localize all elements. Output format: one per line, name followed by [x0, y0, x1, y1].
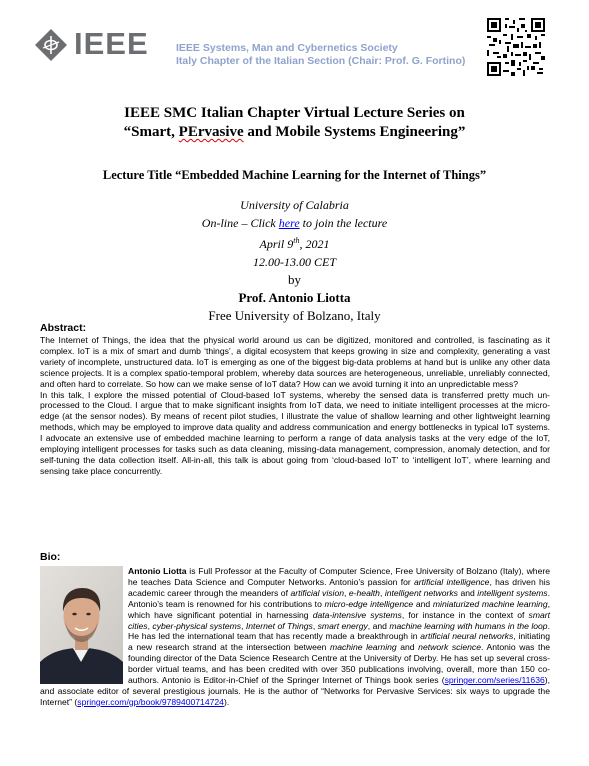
bio-seg: is Full Professor at the Faculty of Computer Science, Free University of Bolzano (Italy), where he teaches Data Science and Computer Networks. Antonio’s passion for — [128, 566, 550, 587]
host-university: University of Calabria — [240, 198, 349, 212]
series-title-line-2 — [0, 123, 589, 142]
series-title-pervasive: PErvasive — [178, 124, 244, 140]
bio-ital: artificial neural networks — [420, 631, 514, 642]
by-label: by — [288, 272, 301, 287]
abstract-heading: Abstract: — [40, 322, 87, 334]
online-post: to join the lecture — [299, 216, 388, 230]
bio-seg: , and — [367, 620, 390, 631]
date-sup: th — [293, 236, 300, 245]
bio-ital: cyber-physical systems — [152, 620, 242, 631]
bio-seg: ), and associate editor of several prestigious journals. He is the author of “Networks for Pervasive Services: six ways to upgrade the Internet” ( — [40, 675, 550, 707]
bio-seg: . He has led the international team that has recently made a breakthrough in — [128, 620, 550, 642]
bio-seg: . Antonio’s team is renowned for his contributions to — [128, 587, 550, 609]
bio-seg: , which have significant potential in harnessing — [128, 598, 550, 620]
bio-seg: and — [396, 642, 419, 653]
date-pre: April 9 — [259, 237, 294, 251]
bio-ital: micro-edge intelligence — [324, 598, 414, 609]
bio-text — [40, 566, 550, 708]
bio-ital: intelligent systems — [477, 587, 548, 598]
bio-ital: machine learning with humans in the loop — [389, 620, 548, 631]
date-post: , 2021 — [299, 237, 330, 251]
bio-seg: , for instance in the context of — [401, 609, 529, 620]
bio-heading: Bio: — [40, 551, 61, 563]
bio-ital: smart cities — [128, 609, 550, 631]
logo-text: IEEE — [74, 26, 149, 61]
bio-ital: artificial vision — [290, 587, 345, 598]
bio-seg: , has driven his academic career through the meanders of — [128, 576, 551, 598]
series-title-line-2-post: and Mobile Systems Engineering” — [243, 124, 466, 140]
abstract-paragraph-1: The Internet of Things, the idea that the physical world around us can be digitized, monitored and controlled, is fascinating as it complex. IoT is a mix of smart and dumb ‘things’, a digital ecosystem that keeps growing in size and complexity, generating a vast variety of incomplete, unstructured data. IoT is emerging as one of the biggest big-data problems at hand but is unlike any other data science projects. It is a complex spatio-temporal problem, whereby data sources are heterogeneous, unreliable, unreliably connected, and often hard to correlate. So how can we make sense of IoT data? How can we avoid turning it into an unpredictable mess? — [40, 335, 550, 389]
bio-seg: , — [312, 620, 318, 631]
bio-ital: Internet of Things — [245, 620, 313, 631]
bio-seg: , initiating a new research strand at the intersection between — [128, 631, 550, 653]
speaker-name: Prof. Antonio Liotta — [238, 290, 351, 305]
series-title-line-2-pre: “Smart, — [123, 124, 179, 140]
springer-book-link[interactable]: springer.com/gp/book/9789400714724 — [77, 696, 224, 707]
lecture-title: Lecture Title “Embedded Machine Learning for the Internet of Things” — [102, 168, 487, 182]
bio-ital: miniaturized machine learning — [432, 598, 548, 609]
society-line-2: Italy Chapter of the Italian Section (Chair: Prof. G. Fortino) — [176, 55, 466, 67]
abstract-text — [40, 335, 550, 477]
join-lecture-link[interactable]: here — [278, 216, 300, 230]
online-line — [0, 214, 589, 232]
qr-code-icon[interactable] — [487, 18, 545, 76]
bio-seg: and — [457, 587, 478, 598]
speaker-affiliation: Free University of Bolzano, Italy — [208, 308, 381, 323]
springer-series-link[interactable]: springer.com/series/11636 — [444, 675, 545, 686]
lecture-date — [0, 232, 589, 253]
lecture-details — [0, 196, 589, 325]
photo-spacer — [40, 566, 128, 684]
lecture-time: 12.00-13.00 CET — [252, 255, 336, 269]
online-pre: On-line – Click — [201, 216, 279, 230]
bio-seg: , — [147, 620, 153, 631]
bio-ital: network science — [418, 642, 481, 653]
bio-seg: , — [379, 587, 385, 598]
bio-ital: data-intensive systems — [312, 609, 402, 620]
bio-seg: , — [241, 620, 246, 631]
ieee-diamond-icon — [34, 28, 68, 62]
bio-ital: artificial intelligence — [414, 576, 490, 587]
bio-seg: ). — [223, 696, 230, 707]
abstract-paragraph-2: In this talk, I explore the missed potential of Cloud-based IoT systems, whereby the sensed data is transferred pretty much un-processed to the Cloud. I argue that to make significant insights from IoT data, we need to initiate intelligent processes at the micro-edge (at the sensor nodes). By means of recent pilot studies, I illustrate the value of shallow learning and other lightweight learning methods, which may be employed to improve data quality and address communication and energy bottlenecks in typical IoT systems. I advocate an extensive use of embedded machine learning to perform a range of data analysis tasks at the very edge of the IoT, employing intelligent processes for tasks such as data cleaning, missing-data management, compression, anomaly detection, and for self-tuning the data collection itself. All-in-all, this talk is about going from ‘cloud-based IoT’ to ‘intelligent IoT’, where learning and sensing take place concurrently. — [40, 389, 550, 476]
bio-ital: e-health — [348, 587, 380, 598]
society-line-1: IEEE Systems, Man and Cybernetics Society — [176, 42, 398, 54]
bio-name: Antonio Liotta — [128, 566, 187, 576]
bio-seg: and — [413, 598, 433, 609]
bio-ital: machine learning — [330, 642, 397, 653]
bio-seg: , — [344, 587, 349, 598]
series-title-line-1: IEEE SMC Italian Chapter Virtual Lecture Series on — [124, 105, 465, 121]
society-name — [176, 42, 465, 68]
bio-ital: smart energy — [317, 620, 368, 631]
series-title — [0, 104, 589, 142]
ieee-logo — [34, 28, 162, 64]
header — [0, 0, 589, 90]
bio-seg: . Antonio was the founding director of the Data Science Research Centre at the University of Derby. He has set up several cross-border virtual teams, and has been credited with over 350 publications involving, overall, more than 150 co-authors. Antonio is Editor-in-Chief of the Springer Internet of Things book series ( — [128, 642, 550, 686]
bio-ital: intelligent networks — [384, 587, 458, 598]
